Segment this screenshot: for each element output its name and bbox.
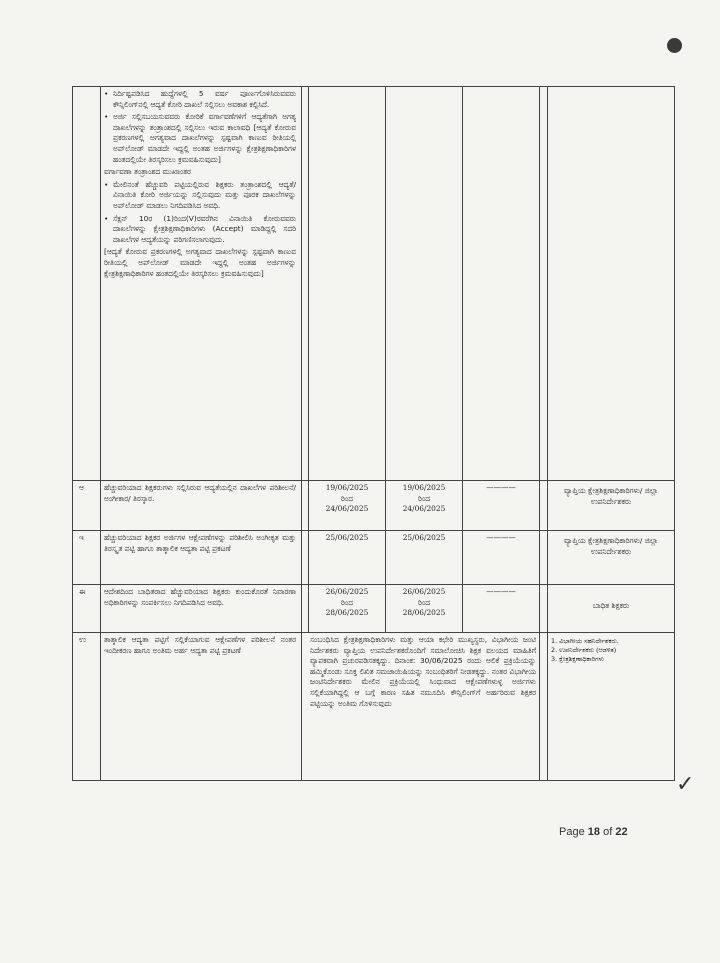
date-sep: ರಿಂದ	[341, 493, 353, 503]
authority-item: 2. ಉಪನಿರ್ದೇಶಕರು (ಆಡಳಿತ)	[551, 646, 617, 654]
punch-hole-dot	[667, 38, 682, 53]
row-i-end-date: 25/06/2025	[402, 533, 446, 542]
date: 19/06/2025	[325, 483, 369, 492]
row-u-merged-text	[310, 635, 536, 709]
bullet-item: • ಅರ್ಜಿ ಸಲ್ಲಿಸಬಯಸುವವರು ಕೋರಿಕೆ ವರ್ಗಾವಣೆಗಳಿಗೆ ಆದ್ಯತೆಗಾಗಿ ಅಗತ್ಯ ದಾಖಲೆಗಳನ್ನು ತಂತ್ರಾಂಶದಲ್ಲಿ ಸಲ್ಲಿಸಲು ಇರುವ ಕಾಲಾವಧಿ [ಆದ್ಯತೆ ಕೋರುವ ಪ್ರಕರಣಗಳಲ್ಲಿ ಅಗತ್ಯವಾದ ದಾಖಲೆಗಳನ್ನು ಸ್ಪಷ್ಟವಾಗಿ ಕಾಣುವ ರೀತಿಯಲ್ಲಿ ಅಪ್‌ಲೋಡ್ ಮಾಡದೇ ಇದ್ದಲ್ಲಿ ಅಂತಹ ಅರ್ಜಿಗಳನ್ನು ಕ್ಷೇತ್ರಶಿಕ್ಷಣಾಧಿಕಾರಿಗಳ ಹಂತದಲ್ಲಿಯೇ ತಿರಸ್ಕರಿಸಲು ಕ್ರಮವಹಿಸುವುದು]	[104, 112, 296, 165]
row-i-dash: ————	[486, 533, 516, 542]
desc-text: ತಾತ್ಕಾಲಿಕ ಆದ್ಯತಾ ಪಟ್ಟಿಗೆ ಸಲ್ಲಿಕೆಯಾಗುವ ಆಕ್ಷೇಪಣೆಗಳ ಪರಿಶೀಲನೆ ನಂತರ ಇಂದೀಕರಣ ಹಾಗೂ ಅಂತಿಮ ಅರ್ಹ ಆದ್ಯತಾ ಪಟ್ಟಿ ಪ್ರಕಟಣೆ	[104, 635, 296, 655]
bullet-item: • ನಿರ್ದಿಷ್ಟಪಡಿಸಿದ ಹುದ್ದೆಗಳಲ್ಲಿ 5 ವರ್ಷ ಪೂರ್ಣಗೊಳಿಸಿರುವವರು ಕೌನ್ಸಿಲಿಂಗ್‌ನಲ್ಲಿ ಆದ್ಯತೆ ಕೋರಿ ದಾಖಲೆ ಸಲ್ಲಿಸಲು ಅವಕಾಶ ಕಲ್ಪಿಸಿದೆ.	[104, 89, 296, 110]
desc-text: ಹೆಚ್ಚುವರಿಯಾದ ಶಿಕ್ಷಕರ ಅರ್ಜಿಗಳ ಆಕ್ಷೇಪಣೆಗಳನ್ನು ಪರಿಶೀಲಿಸಿ ಅಂಗೀಕೃತ ಮತ್ತು ತಿರಸ್ಕೃತ ಪಟ್ಟಿ ಹಾಗೂ ತಾತ್ಕಾಲಿಕ ಆದ್ಯತಾ ಪಟ್ಟಿ ಪ್ರಕಟಣೆ	[104, 533, 296, 553]
row-ii-number: ಈ	[79, 587, 86, 596]
page-label: Page	[559, 826, 585, 838]
date-sep: ರಿಂದ	[341, 597, 353, 607]
authority-item: 1. ವಿಭಾಗೀಯ ಸಹನಿರ್ದೇಶಕರು.	[551, 637, 619, 645]
row-ii-description	[104, 587, 296, 608]
date: 26/06/2025	[325, 587, 369, 596]
bullet-item: • ಮೇಲಿನಂತೆ ಹೆಚ್ಚುವರಿ ಪಟ್ಟಿಯಲ್ಲಿರುವ ಶಿಕ್ಷಕರು ತಂತ್ರಾಂಶದಲ್ಲಿ ಆದ್ಯತೆ/ವಿನಾಯಿತಿ ಕೋರಿ ಅರ್ಜಿಯನ್ನು ಸಲ್ಲಿಸುವುದು ಮತ್ತು ಪೂರಕ ದಾಖಲೆಗಳನ್ನು ಅಪ್‌ಲೋಡ್ ಮಾಡಲು ನಿಗದಿಪಡಿಸಿದ ಅವಧಿ.	[104, 180, 296, 212]
row-i-description	[104, 533, 296, 554]
page-of-label: of	[603, 826, 613, 838]
row-aa-number: ಆ	[79, 483, 84, 492]
authority-item: 3. ಕ್ಷೇತ್ರಶಿಕ್ಷಣಾಧಿಕಾರಿಗಳು	[551, 655, 604, 663]
desc-text: ಹೆಚ್ಚುವರಿಯಾದ ಶಿಕ್ಷಕರುಗಳು ಸಲ್ಲಿಸಿರುವ ಆದ್ಯತೆಯಲ್ಲಿನ ದಾಖಲೆಗಳ ಪರಿಶೀಲನೆ/ ಅಂಗೀಕಾರ/ ತಿರಸ್ಕಾರ.	[104, 483, 296, 503]
bullet-item: • ಸೆಕ್ಷನ್ 10ರ (1)ರಿಂದ(V)ರವರೆಗಿನ ವಿನಾಯಿತಿ ಕೋರುವವರು ದಾಖಲೆಗಳನ್ನು ಕ್ಷೇತ್ರಶಿಕ್ಷಣಾಧಿಕಾರಿಗಳು (Accept) ಮಾಡಿದ್ದಲ್ಲಿ ಸದರಿ ದಾಖಲೆಗಳ ಆದ್ಯತೆಯನ್ನು ಪರಿಗಣಿಸಲಾಗುವುದು.	[104, 214, 296, 246]
row-aa-end-date	[386, 483, 462, 515]
date-sep: ರಿಂದ	[418, 597, 430, 607]
row-i-authority: ವ್ಯಾಪ್ತಿಯ ಕ್ಷೇತ್ರಶಿಕ್ಷಣಾಧಿಕಾರಿಗಳು/ ಜಿಲ್ಲಾ ಉಪನಿರ್ದೇಶಕರು	[564, 536, 658, 556]
closing-note: [ಆದ್ಯತೆ ಕೋರುವ ಪ್ರಕರಣಗಳಲ್ಲಿ ಅಗತ್ಯವಾದ ದಾಖಲೆಗಳನ್ನು ಸ್ಪಷ್ಟವಾಗಿ ಕಾಣುವ ರೀತಿಯಲ್ಲಿ ಅಪ್‌ಲೋಡ್ ಮಾಡದೇ ಇದ್ದಲ್ಲಿ ಅಂತಹ ಅರ್ಜಿಗಳನ್ನು ಕ್ಷೇತ್ರಶಿಕ್ಷಣಾಧಿಕಾರಿಗಳ ಹಂತದಲ್ಲಿಯೇ ತಿರಸ್ಕರಿಸಲು ಕ್ರಮವಹಿಸುವುದು]	[104, 247, 296, 278]
row-aa-dash: ————	[486, 483, 516, 492]
row-u-description	[104, 635, 296, 656]
schedule-table	[72, 86, 675, 781]
desc-text: ಆದೇಶದಿಂದ ಬಾಧಿತರಾದ ಹೆಚ್ಚುವರಿಯಾದ ಶಿಕ್ಷಕರು ಕುಂದುಕೊರತೆ ನಿವಾರಣಾ ಅಧಿಕಾರಿಗಳನ್ನು ಸಂಪರ್ಕಿಸಲು ನಿಗದಿಪಡಿಸಿದ ಅವಧಿ.	[104, 587, 296, 607]
date-sep: ರಿಂದ	[418, 493, 430, 503]
date: 26/06/2025	[402, 587, 446, 596]
top-row-description	[104, 89, 296, 279]
row-ii-dash: ————	[486, 587, 516, 596]
plain-line: ವರ್ಗಾವಣಾ ತಂತ್ರಾಂಶದ ಮುಖಾಂತರ	[104, 167, 191, 177]
date: 24/06/2025	[325, 504, 369, 514]
row-aa-description	[104, 483, 296, 504]
date: 28/06/2025	[402, 608, 446, 618]
row-aa-start-date	[309, 483, 385, 515]
page-total: 22	[615, 826, 628, 838]
row-ii-start-date	[309, 587, 385, 619]
date: 24/06/2025	[402, 504, 446, 514]
handwritten-tick-mark: ✓	[676, 772, 695, 797]
row-ii-authority: ಬಾಧಿತ ಶಿಕ್ಷಕರು	[592, 601, 630, 610]
row-u-authority-list	[551, 637, 671, 664]
row-u-number: ಉ	[79, 635, 86, 644]
page-number	[559, 826, 628, 838]
merged-text: ಸಂಬಂಧಿಸಿದ ಕ್ಷೇತ್ರಶಿಕ್ಷಣಾಧಿಕಾರಿಗಳು ಮತ್ತು ಆಯಾ ಕಛೇರಿ ಮುಖ್ಯಸ್ಥರು, ವಿಭಾಗೀಯ ಜಂಟಿ ನಿರ್ದೇಶಕರು ವ್ಯಾಪ್ತಿಯ ಉಪನಿರ್ದೇಶಕರೊಂದಿಗೆ ಸಮಾಲೋಚಿಸಿ ಶಿಕ್ಷಕ ವಲಯದ ಮಾಹಿತಿಗೆ ವ್ಯಾಪಕವಾಗಿ ಪ್ರಚುರಪಡಿಸತಕ್ಕದ್ದು. ದಿನಾಂಕ: 30/06/2025 ರಂದು ಆಲಿಕೆ ಪ್ರಕ್ರಿಯೆಯನ್ನು ಹಮ್ಮಿಕೊಂಡು ಸೂಕ್ತ ಲಿಖಿತ ಸಮಜಾಯಿಷಿಯನ್ನು ಸಂಬಂಧಿತರಿಗೆ ನೀಡತಕ್ಕದ್ದು. ನಂತರ ವಿಭಾಗೀಯ ಜಂಟಿನಿರ್ದೇಶಕರು ಮೇಲಿನ ಪ್ರಕ್ರಿಯೆಯಲ್ಲಿ ಸಿಂಧುವಾದ ಆಕ್ಷೇಪಣೆಗಳುಳ್ಳ ಅರ್ಜಿಗಳು ಸಲ್ಲಿಕೆಯಾಗಿದ್ದಲ್ಲಿ ಆ ಬಗ್ಗೆ ಕಾರಣ ಸಹಿತ ನಮೂದಿಸಿ ಕೌನ್ಸಿಲಿಂಗ್‌ಗೆ ಅರ್ಹರಿರುವ ಶಿಕ್ಷಕರ ಪಟ್ಟಿಯನ್ನು ಅಂತಿಮ ಗೊಳಿಸುವುದು	[310, 635, 536, 708]
date: 28/06/2025	[325, 608, 369, 618]
date: 19/06/2025	[402, 483, 446, 492]
row-i-start-date: 25/06/2025	[325, 533, 369, 542]
row-aa-authority: ವ್ಯಾಪ್ತಿಯ ಕ್ಷೇತ್ರಶಿಕ್ಷಣಾಧಿಕಾರಿಗಳು/ ಜಿಲ್ಲಾ ಉಪನಿರ್ದೇಶಕರು	[564, 486, 658, 506]
row-i-number: ಇ	[79, 533, 84, 542]
row-ii-end-date	[386, 587, 462, 619]
page-current: 18	[587, 826, 601, 838]
